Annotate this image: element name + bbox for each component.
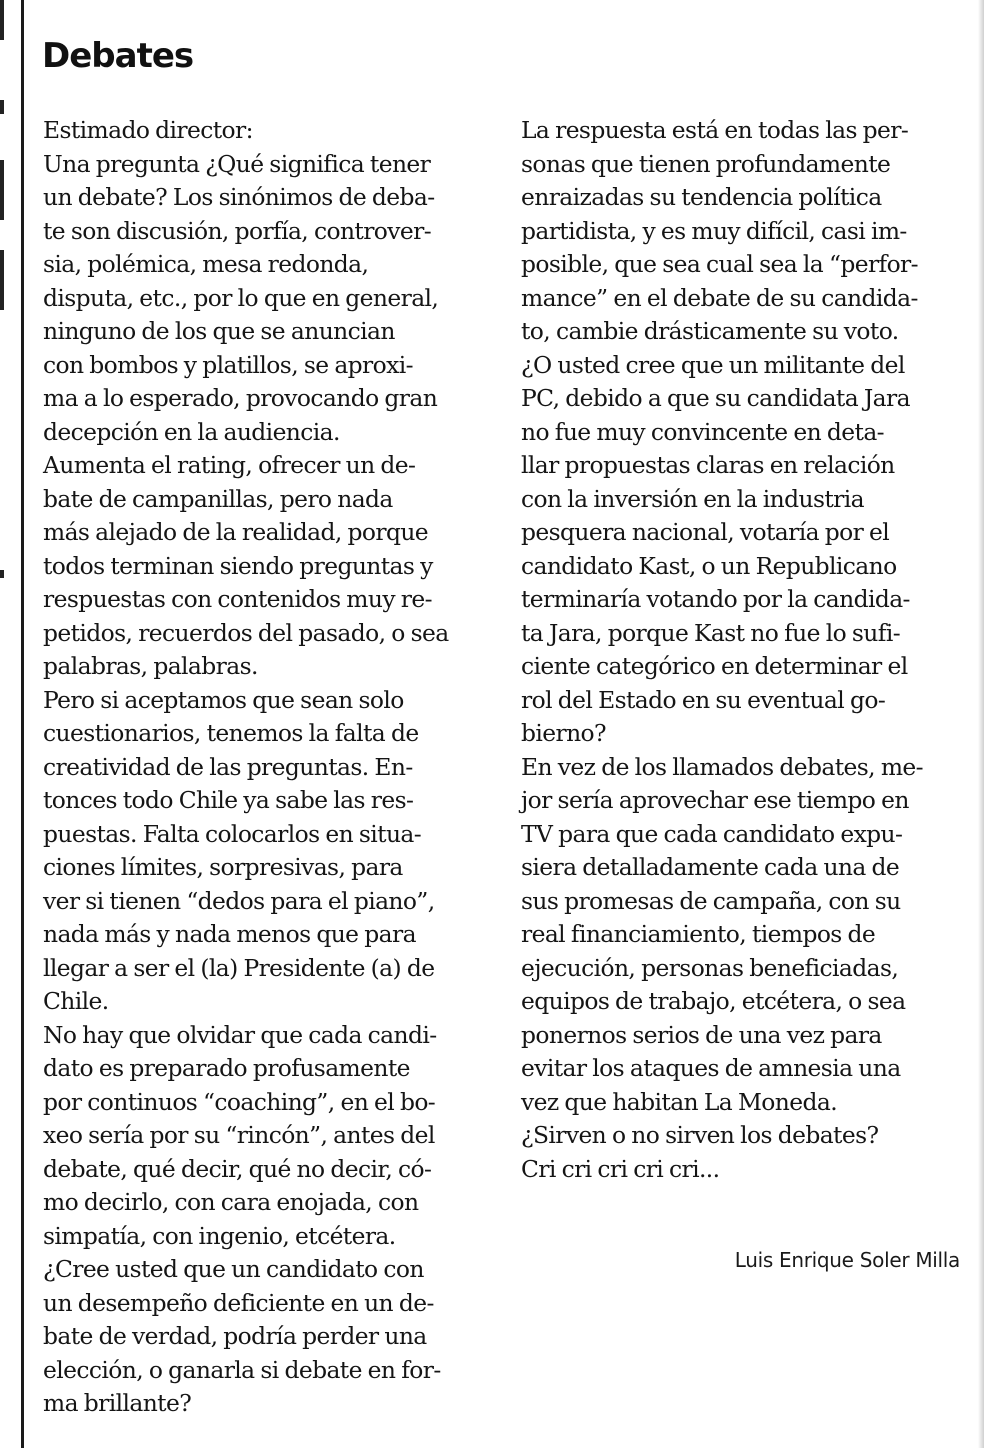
article-text-line: ma a lo esperado, provocando gran bbox=[43, 384, 438, 412]
article-text-line: cuestionarios, tenemos la falta de bbox=[43, 719, 419, 747]
article-text-line: bate de verdad, podría perder una bbox=[43, 1322, 427, 1350]
article-text-line: todos terminan siendo preguntas y bbox=[43, 551, 433, 580]
article-text-line: palabras, palabras. bbox=[43, 652, 258, 680]
article-text-line: pesquera nacional, votaría por el bbox=[521, 518, 890, 546]
article-text-line: creatividad de las preguntas. En- bbox=[43, 752, 413, 781]
edge-mark bbox=[0, 250, 4, 310]
article-text-line: Pero si aceptamos que sean solo bbox=[43, 685, 404, 714]
article-text-line: sia, polémica, mesa redonda, bbox=[43, 250, 369, 278]
article-text-line: con la inversión en la industria bbox=[521, 484, 864, 513]
article-text-line: llar propuestas claras en relación bbox=[521, 451, 895, 479]
article-text-line: La respuesta está en todas las per- bbox=[521, 116, 909, 144]
article-title: Debates bbox=[42, 36, 194, 76]
article-text-line: ciones límites, sorpresivas, para bbox=[43, 853, 403, 881]
article-text-line: ciente categórico en determinar el bbox=[521, 652, 908, 680]
article-body-left-column bbox=[43, 114, 491, 1421]
edge-mark bbox=[0, 0, 4, 40]
article-text-line: Estimado director: bbox=[43, 116, 253, 144]
edge-mark bbox=[0, 160, 4, 220]
article-text-line: disputa, etc., por lo que en general, bbox=[43, 283, 439, 312]
article-text-line: enraizadas su tendencia política bbox=[521, 183, 882, 211]
article-text-line: no fue muy convincente en deta- bbox=[521, 417, 884, 446]
article-text-line: mo decirlo, con cara enojada, con bbox=[43, 1188, 419, 1216]
article-text-line: terminaría votando por la candida- bbox=[521, 585, 910, 613]
article-text-line: llegar a ser el (la) Presidente (a) de bbox=[43, 953, 435, 982]
article-text-line: te son discusión, porfía, controver- bbox=[43, 216, 432, 245]
article-text-line: petidos, recuerdos del pasado, o sea bbox=[43, 618, 449, 647]
article-text-line: posible, que sea cual sea la “perfor- bbox=[521, 250, 918, 278]
article-text-line: ninguno de los que se anuncian bbox=[43, 317, 395, 345]
column-divider-rule bbox=[21, 0, 24, 1448]
article-text-line: un debate? Los sinónimos de deba- bbox=[43, 183, 435, 211]
article-text-line: evitar los ataques de amnesia una bbox=[521, 1054, 901, 1082]
article-text-line: real financiamiento, tiempos de bbox=[521, 920, 876, 948]
article-text-line: ta Jara, porque Kast no fue lo sufi- bbox=[521, 618, 901, 647]
article-text-line: con bombos y platillos, se aproxi- bbox=[43, 350, 413, 379]
article-text-line: Una pregunta ¿Qué significa tener bbox=[43, 149, 431, 178]
article-text-line: mance” en el debate de su candida- bbox=[521, 283, 918, 312]
article-text-line: En vez de los llamados debates, me- bbox=[521, 752, 923, 781]
article-text-line: vez que habitan La Moneda. bbox=[521, 1087, 838, 1116]
article-text-line: por continuos “coaching”, en el bo- bbox=[43, 1087, 436, 1116]
article-text-line: nada más y nada menos que para bbox=[43, 920, 416, 948]
article-text-line: xeo sería por su “rincón”, antes del bbox=[43, 1121, 435, 1149]
article-text-line: tonces todo Chile ya sabe las res- bbox=[43, 786, 414, 814]
article-text-line: decepción en la audiencia. bbox=[43, 417, 340, 446]
article-text-line: bate de campanillas, pero nada bbox=[43, 484, 393, 513]
article-text-line: dato es preparado profusamente bbox=[43, 1054, 410, 1082]
article-text-line: ¿Cree usted que un candidato con bbox=[43, 1255, 424, 1283]
article-text-line: ¿Sirven o no sirven los debates? bbox=[521, 1121, 879, 1149]
article-text-line: un desempeño deficiente en un de- bbox=[43, 1288, 434, 1317]
article-text-line: Cri cri cri cri cri... bbox=[521, 1154, 720, 1183]
article-text-line: equipos de trabajo, etcétera, o sea bbox=[521, 987, 906, 1015]
article-text-line: sonas que tienen profundamente bbox=[521, 149, 891, 178]
article-text-line: simpatía, con ingenio, etcétera. bbox=[43, 1221, 396, 1250]
edge-mark bbox=[0, 100, 4, 114]
article-text-line: jor sería aprovechar ese tiempo en bbox=[521, 786, 909, 814]
article-text-line: más alejado de la realidad, porque bbox=[43, 518, 429, 546]
article-text-line: ¿O usted cree que un militante del bbox=[521, 350, 905, 379]
article-text-line: elección, o ganarla si debate en for- bbox=[43, 1355, 441, 1384]
article-text-line: ma brillante? bbox=[43, 1389, 192, 1417]
author-signature: Luis Enrique Soler Milla bbox=[734, 1248, 960, 1272]
article-text-line: respuestas con contenidos muy re- bbox=[43, 585, 432, 613]
article-text-line: debate, qué decir, qué no decir, có- bbox=[43, 1154, 432, 1183]
article-text-line: bierno? bbox=[521, 719, 606, 747]
article-text-line: puestas. Falta colocarlos en situa- bbox=[43, 819, 422, 848]
article-text-line: No hay que olvidar que cada candi- bbox=[43, 1020, 437, 1049]
article-text-line: TV para que cada candidato expu- bbox=[521, 819, 903, 848]
edge-mark bbox=[0, 570, 4, 578]
article-text-line: siera detalladamente cada una de bbox=[521, 853, 900, 881]
article-text-line: candidato Kast, o un Republicano bbox=[521, 551, 897, 580]
article-text-line: rol del Estado en su eventual go- bbox=[521, 685, 886, 714]
article-text-line: sus promesas de campaña, con su bbox=[521, 886, 901, 915]
article-body-right-column bbox=[521, 114, 961, 1186]
page-edge-shadow bbox=[978, 0, 984, 1448]
article-text-line: ponernos serios de una vez para bbox=[521, 1020, 882, 1049]
article-text-line: to, cambie drásticamente su voto. bbox=[521, 317, 899, 345]
article-text-line: ejecución, personas beneficiadas, bbox=[521, 953, 899, 982]
article-text-line: ver si tienen “dedos para el piano”, bbox=[43, 886, 435, 915]
article-text-line: partidista, y es muy difícil, casi im- bbox=[521, 216, 907, 245]
article-text-line: Aumenta el rating, ofrecer un de- bbox=[43, 451, 416, 479]
article-text-line: PC, debido a que su candidata Jara bbox=[521, 384, 910, 412]
article-text-line: Chile. bbox=[43, 987, 109, 1015]
